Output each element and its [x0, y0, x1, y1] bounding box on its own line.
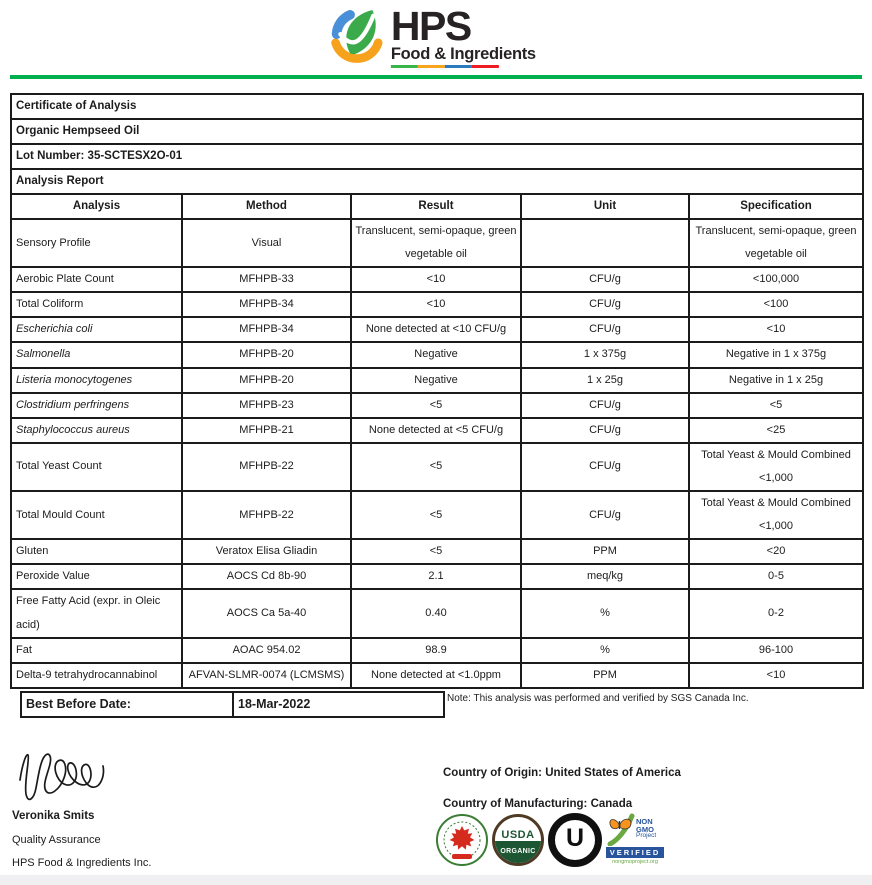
signatory-name: Veronika Smits: [12, 810, 95, 822]
unit-cell: meq/kg: [521, 564, 689, 589]
result-cell: <5: [351, 491, 521, 539]
result-cell: <5: [351, 443, 521, 491]
bottom-strip: [0, 875, 872, 885]
best-before-label: Best Before Date:: [26, 697, 131, 712]
doc-title: Certificate of Analysis: [11, 94, 863, 119]
brand-color-stripe: [391, 65, 499, 68]
spec-cell: 0-5: [689, 564, 863, 589]
kosher-ou-letter: U: [565, 823, 585, 852]
result-cell: Translucent, semi-opaque, green vegetable oil: [351, 219, 521, 267]
unit-cell: CFU/g: [521, 393, 689, 418]
unit-cell: CFU/g: [521, 418, 689, 443]
spec-cell: <20: [689, 539, 863, 564]
spec-cell: 96-100: [689, 638, 863, 663]
spec-cell: Total Yeast & Mould Combined <1,000: [689, 491, 863, 539]
method-cell: MFHPB-34: [182, 317, 351, 342]
non-gmo-url: nongmoproject.org: [612, 859, 658, 865]
spec-cell: Negative in 1 x 25g: [689, 368, 863, 393]
leaf-logo-icon: [328, 7, 386, 69]
table-row: [11, 368, 863, 393]
non-gmo-line3: Project: [636, 832, 657, 840]
column-header-unit: Unit: [521, 194, 689, 219]
analysis-table: [10, 93, 864, 689]
non-gmo-verified-label: VERIFIED: [606, 847, 664, 858]
analysis-cell: Sensory Profile: [11, 219, 182, 267]
non-gmo-line1: NON: [636, 816, 653, 826]
non-gmo-butterfly-icon: [606, 812, 636, 846]
table-row: [11, 638, 863, 663]
table-row: [11, 418, 863, 443]
analysis-cell: Escherichia coli: [11, 317, 182, 342]
method-cell: MFHPB-34: [182, 292, 351, 317]
table-row: [11, 317, 863, 342]
method-cell: MFHPB-33: [182, 267, 351, 292]
column-header-method: Method: [182, 194, 351, 219]
table-row: [11, 342, 863, 367]
spec-cell: Translucent, semi-opaque, green vegetable oil: [689, 219, 863, 267]
result-cell: None detected at <10 CFU/g: [351, 317, 521, 342]
result-cell: 2.1: [351, 564, 521, 589]
result-cell: <5: [351, 393, 521, 418]
result-cell: 0.40: [351, 589, 521, 637]
best-before-value: 18-Mar-2022: [232, 693, 443, 716]
spec-cell: <100: [689, 292, 863, 317]
post-table-row: [20, 691, 862, 718]
result-cell: 98.9: [351, 638, 521, 663]
signature-image: [12, 740, 122, 812]
table-row: [11, 219, 863, 267]
certification-badges: [436, 812, 664, 867]
brand-name: HPS: [390, 3, 471, 49]
brand-text: [390, 3, 536, 68]
spec-cell: 0-2: [689, 589, 863, 637]
method-cell: MFHPB-23: [182, 393, 351, 418]
kosher-ou-icon: [548, 813, 602, 867]
result-cell: <10: [351, 267, 521, 292]
country-of-manufacturing: Country of Manufacturing: Canada: [443, 798, 633, 810]
signatory-company: HPS Food & Ingredients Inc.: [12, 857, 152, 869]
brand-logo: [328, 3, 536, 69]
method-cell: AOCS Cd 8b-90: [182, 564, 351, 589]
signatory-title: Quality Assurance: [12, 834, 101, 846]
method-cell: MFHPB-22: [182, 491, 351, 539]
method-cell: MFHPB-22: [182, 443, 351, 491]
spec-cell: <100,000: [689, 267, 863, 292]
result-cell: None detected at <5 CFU/g: [351, 418, 521, 443]
analysis-table-wrap: [10, 93, 862, 718]
unit-cell: 1 x 375g: [521, 342, 689, 367]
spec-cell: <5: [689, 393, 863, 418]
table-row: [11, 443, 863, 491]
analysis-cell: Clostridium perfringens: [11, 393, 182, 418]
table-row: [11, 564, 863, 589]
result-cell: Negative: [351, 368, 521, 393]
usda-organic-bottom-label: ORGANIC: [495, 841, 541, 863]
unit-cell: PPM: [521, 663, 689, 688]
analysis-table-body: [11, 219, 863, 688]
table-row: [11, 491, 863, 539]
result-cell: <10: [351, 292, 521, 317]
non-gmo-line2: GMO: [636, 824, 654, 834]
method-cell: Veratox Elisa Gliadin: [182, 539, 351, 564]
spec-cell: Total Yeast & Mould Combined <1,000: [689, 443, 863, 491]
table-row: [11, 589, 863, 637]
analysis-cell: Fat: [11, 638, 182, 663]
verification-note: Note: This analysis was performed and verified by SGS Canada Inc.: [447, 692, 749, 704]
column-header-analysis: Analysis: [11, 194, 182, 219]
analysis-cell: Listeria monocytogenes: [11, 368, 182, 393]
analysis-cell: Delta-9 tetrahydrocannabinol: [11, 663, 182, 688]
spec-cell: Negative in 1 x 375g: [689, 342, 863, 367]
unit-cell: %: [521, 638, 689, 663]
non-gmo-verified-icon: [606, 812, 664, 867]
unit-cell: CFU/g: [521, 443, 689, 491]
analysis-cell: Total Yeast Count: [11, 443, 182, 491]
unit-cell: 1 x 25g: [521, 368, 689, 393]
result-cell: Negative: [351, 342, 521, 367]
usda-organic-top-label: USDA: [501, 828, 535, 841]
analysis-table-head-rows: [11, 94, 863, 219]
result-cell: None detected at <1.0ppm: [351, 663, 521, 688]
brand-tagline: Food & Ingredients: [390, 44, 536, 63]
column-header-specification: Specification: [689, 194, 863, 219]
method-cell: MFHPB-20: [182, 342, 351, 367]
column-header-result: Result: [351, 194, 521, 219]
table-row: [11, 539, 863, 564]
method-cell: AOCS Ca 5a-40: [182, 589, 351, 637]
unit-cell: CFU/g: [521, 491, 689, 539]
method-cell: MFHPB-21: [182, 418, 351, 443]
usda-organic-icon: [492, 814, 544, 866]
table-row: [11, 267, 863, 292]
spec-cell: <10: [689, 317, 863, 342]
method-cell: Visual: [182, 219, 351, 267]
spec-cell: <25: [689, 418, 863, 443]
method-cell: MFHPB-20: [182, 368, 351, 393]
unit-cell: CFU/g: [521, 267, 689, 292]
best-before-box: [20, 691, 445, 718]
spec-cell: <10: [689, 663, 863, 688]
analysis-cell: Total Coliform: [11, 292, 182, 317]
green-divider: [10, 75, 862, 79]
analysis-cell: Aerobic Plate Count: [11, 267, 182, 292]
table-row: [11, 292, 863, 317]
unit-cell: PPM: [521, 539, 689, 564]
method-cell: AFVAN-SLMR-0074 (LCMSMS): [182, 663, 351, 688]
analysis-cell: Total Mould Count: [11, 491, 182, 539]
analysis-cell: Salmonella: [11, 342, 182, 367]
table-row: [11, 393, 863, 418]
canada-organic-icon: [436, 814, 488, 866]
doc-lot-number: Lot Number: 35-SCTESX2O-01: [11, 144, 863, 169]
unit-cell: %: [521, 589, 689, 637]
analysis-cell: Staphylococcus aureus: [11, 418, 182, 443]
analysis-cell: Free Fatty Acid (expr. in Oleic acid): [11, 589, 182, 637]
analysis-cell: Peroxide Value: [11, 564, 182, 589]
doc-product: Organic Hempseed Oil: [11, 119, 863, 144]
country-of-origin: Country of Origin: United States of America: [443, 767, 681, 779]
doc-report-title: Analysis Report: [11, 169, 863, 194]
unit-cell: CFU/g: [521, 317, 689, 342]
table-row: [11, 663, 863, 688]
unit-cell: [521, 219, 689, 267]
analysis-cell: Gluten: [11, 539, 182, 564]
unit-cell: CFU/g: [521, 292, 689, 317]
result-cell: <5: [351, 539, 521, 564]
method-cell: AOAC 954.02: [182, 638, 351, 663]
